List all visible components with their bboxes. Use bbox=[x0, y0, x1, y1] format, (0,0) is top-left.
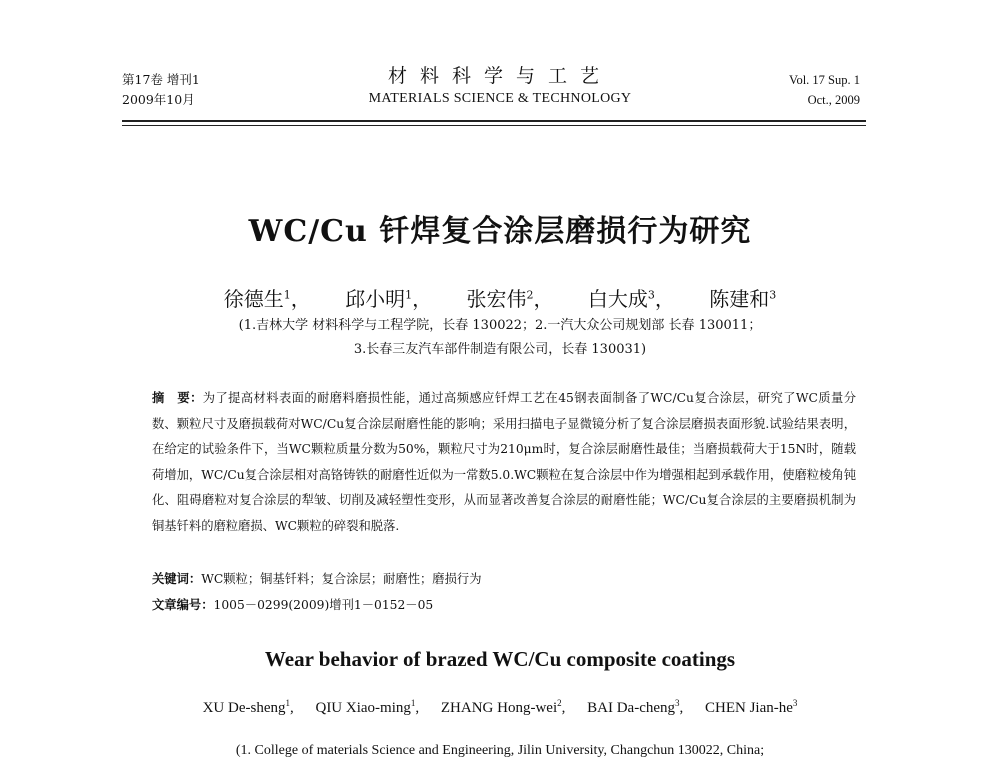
author-en: ZHANG Hong-wei$^2$, bbox=[440, 698, 566, 716]
abstract-label: 摘 要： bbox=[152, 390, 203, 405]
header-date-en: Oct., 2009 bbox=[807, 93, 860, 107]
journal-name-cn: 材料科学与工艺 bbox=[387, 65, 612, 87]
keywords-text: WC颗粒；铜基钎料；复合涂层；耐磨性；磨损行为 bbox=[201, 572, 482, 586]
abstract-cn bbox=[152, 385, 856, 539]
header-volume-en: Vol. 17 Sup. 1 bbox=[789, 73, 860, 87]
header-volume-issue: 第17卷 增刊1 bbox=[122, 72, 200, 87]
author-cn: 邱小明$^1$， bbox=[345, 287, 433, 311]
author-list-en bbox=[0, 698, 1000, 717]
paper-title-en: Wear behavior of brazed WC/Cu composite coatings bbox=[264, 647, 736, 671]
abstract-text: 为了提高材料表面的耐磨料磨损性能，通过高频感应钎焊工艺在45钢表面制备了WC/Cu复合涂层，研究了WC质量分数、颗粒尺寸及磨损载荷对WC/Cu复合涂层耐磨性能的影响；采用扫描电子显微镜分析了复合涂层磨损表面形貌.试验结果表明，在给定的试验条件下，当WC颗粒质量分数为50%，颗粒尺寸为210μm时，复合涂层耐磨性最佳；当磨损载荷大于15N时，随载荷增加，WC/Cu复合涂层相对高铬铸铁的耐磨性近似为一常数5.0.WC颗粒在复合涂层中作为增强相起到承载作用，使磨粒棱角钝化、阻碍磨粒对复合涂层的犁皱、切削及减轻塑性变形，从而显著改善复合涂层的耐磨性能；WC/Cu复合涂层的主要磨损机制为铜基钎料的磨粒磨损、WC颗粒的碎裂和脱落. bbox=[152, 391, 856, 533]
author-en: CHEN Jian-$he^3$ bbox=[705, 698, 798, 716]
header-vol-info-en bbox=[789, 70, 860, 110]
affiliation-cn-line-1: (1.吉林大学 材料科学与工程学院，长春 130022；2.一汽大众公司规划部 长春 130011； bbox=[238, 318, 762, 333]
affiliation-en-line-1: (1. College of materials Science and Engineering, Jilin University, Changchun 130022, China; bbox=[235, 743, 765, 758]
author-cn: 张宏伟$^2$， bbox=[466, 287, 554, 311]
keywords-block bbox=[152, 566, 856, 618]
author-cn: 徐德生$^1$， bbox=[223, 287, 311, 311]
header-rule-thick bbox=[122, 120, 866, 122]
affiliation-cn-line-2: 3.长春三友汽车部件制造有限公司，长春 130031) bbox=[353, 342, 647, 357]
article-number-label: 文章编号： bbox=[152, 597, 214, 612]
author-cn: 白大成$^3$， bbox=[587, 287, 675, 311]
header-date-cn: 2009年10月 bbox=[122, 92, 195, 107]
header-rule-thin bbox=[122, 125, 866, 126]
author-en: BAI Da-cheng$^3$, bbox=[587, 698, 684, 716]
author-cn: 陈建和$^3$ bbox=[709, 287, 777, 311]
article-number-line bbox=[152, 592, 856, 618]
author-en: XU De-sheng$^1$, bbox=[202, 698, 294, 716]
author-en: QIU Xiao-ming$^1$, bbox=[315, 698, 420, 716]
keywords-label: 关键词： bbox=[152, 571, 202, 586]
paper-title-cn: WC/Cu 钎焊复合涂层磨损行为研究 bbox=[248, 214, 752, 249]
journal-name-en: MATERIALS SCIENCE & TECHNOLOGY bbox=[368, 91, 632, 106]
author-list-cn bbox=[0, 283, 1000, 312]
article-number-text: 1005－0299(2009)增刊1－0152－05 bbox=[213, 598, 434, 612]
keywords-line bbox=[152, 566, 856, 592]
